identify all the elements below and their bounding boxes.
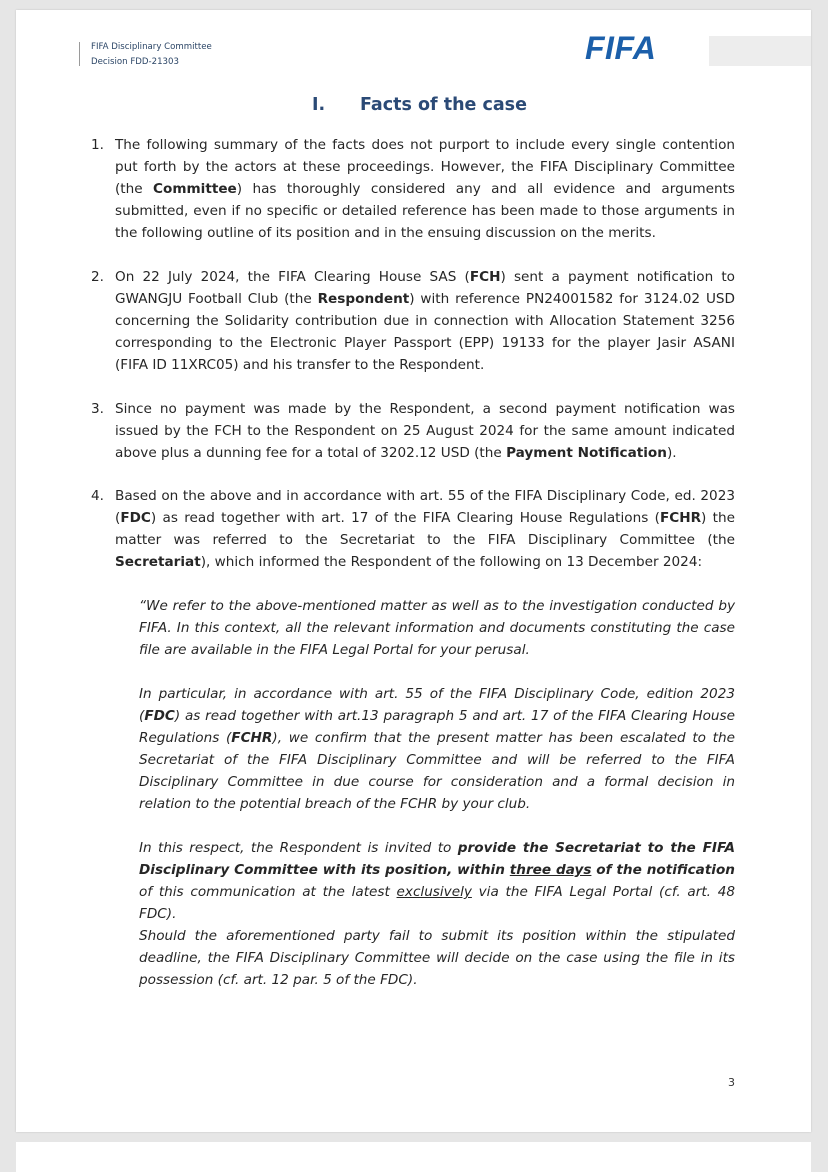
bold-term: three days	[509, 862, 592, 878]
text-run: of this communication at the latest	[139, 884, 397, 900]
text-run: via the FIFA Legal Portal (cf. art. 48 FDC).	[139, 884, 735, 922]
text-run: ) the matter was referred to the Secretariat to the FIFA Disciplinary Committee (the	[115, 510, 735, 548]
text-run: In particular, in accordance with art. 55 of the FIFA Disciplinary Code, edition 2023 (	[139, 686, 735, 724]
paragraph-number: 3.	[91, 401, 104, 417]
text-run: On 22 July 2024, the FIFA Clearing House SAS (	[115, 269, 470, 285]
section-title-text: Facts of the case	[360, 95, 527, 115]
text-run: ), we confirm that the present matter has been escalated to the Secretariat of the FIFA Disciplinary Committee and will be referred to the FIFA Disciplinary Committee in due course for consideration and a formal decision in relation to the potential breach of the FCHR by your club.	[139, 730, 735, 812]
header-divider	[79, 42, 80, 66]
paragraph-text	[115, 266, 735, 376]
bold-term: FDC	[120, 510, 151, 526]
bold-term: FDC	[144, 708, 175, 724]
text-run: ) as read together with art. 17 of the FIFA Clearing House Regulations (	[150, 510, 660, 526]
text-run: ), which informed the Respondent of the following on 13 December 2024:	[200, 554, 703, 570]
paragraph-1	[91, 134, 735, 244]
text-run: ).	[666, 445, 677, 461]
quote-paragraph-1	[139, 595, 735, 661]
header-committee: FIFA Disciplinary Committee	[91, 42, 212, 52]
bold-term: provide the Secretariat to the FIFA Disciplinary Committee with its position, within	[139, 840, 735, 878]
paragraph-text	[115, 398, 735, 464]
paragraph-number: 4.	[91, 488, 104, 504]
text-run: ) as read together with art.13 paragraph 5 and art. 17 of the FIFA Clearing House Regulations (	[139, 708, 735, 746]
text-run: ) with reference PN24001582 for 3124.02 USD concerning the Solidarity contribution due in connection with Allocation Statement 3256 corresponding to the Electronic Player Passport (EPP) 19133 for the player Jasir ASANI (FIFA ID 11XRC05) and his transfer to the Respondent.	[115, 291, 735, 373]
paragraph-3	[91, 398, 735, 464]
bold-term: FCH	[469, 269, 501, 285]
bold-term: Respondent	[317, 291, 410, 307]
section-number: I.	[312, 95, 326, 115]
section-title	[312, 95, 527, 115]
bold-term: FCHR	[231, 730, 273, 746]
paragraph-4	[91, 485, 735, 573]
paragraph-text	[115, 134, 735, 244]
bold-term: Committee	[153, 181, 237, 197]
text-run: “We refer to the above-mentioned matter as well as to the investigation conducted by FIFA. In this context, all the relevant information and documents constituting the case file are available in the FIFA Legal Portal for your perusal.	[139, 598, 735, 658]
bold-term: FCHR	[659, 510, 702, 526]
text-run: ) has thoroughly considered any and all evidence and arguments submitted, even if no specific or detailed reference has been made to those arguments in the following outline of its position and in the ensuing discussion on the merits.	[115, 181, 735, 241]
bold-term: Payment Notification	[506, 445, 667, 461]
text-run: Should the aforementioned party fail to submit its position within the stipulated deadline, the FIFA Disciplinary Committee will decide on the case using the file in its possession (cf. art. 12 par. 5 of the FDC).	[139, 928, 735, 988]
text-run: Based on the above and in accordance with art. 55 of the FIFA Disciplinary Code, ed. 2023 (	[115, 488, 735, 526]
text-run: exclusively	[396, 884, 472, 900]
bold-term: Secretariat	[115, 554, 201, 570]
header-decision: Decision FDD-21303	[91, 57, 179, 67]
text-run: The following summary of the facts does not purport to include every single contention put forth by the actors at these proceedings. However, the FIFA Disciplinary Committee (the	[115, 137, 735, 197]
bold-term: of the notification	[591, 862, 735, 878]
quote-paragraph-3	[139, 837, 735, 925]
fifa-logo: FIFA	[585, 30, 657, 66]
quote-paragraph-2	[139, 683, 735, 815]
scan-artifact	[709, 36, 811, 66]
quote-paragraph-4	[139, 925, 735, 991]
text-run: Since no payment was made by the Respondent, a second payment notification was issued by the FCH to the Respondent on 25 August 2024 for the same amount indicated above plus a dunning fee for a total of 3202.12 USD (the	[115, 401, 735, 461]
text-run: ) sent a payment notification to GWANGJU Football Club (the	[115, 269, 736, 307]
page-number: 3	[728, 1076, 735, 1089]
paragraph-number: 1.	[91, 137, 104, 153]
next-page-edge	[16, 1142, 811, 1172]
paragraph-text	[115, 485, 735, 573]
paragraph-number: 2.	[91, 269, 104, 285]
paragraph-2	[91, 266, 735, 376]
text-run: In this respect, the Respondent is invited to	[139, 840, 458, 856]
